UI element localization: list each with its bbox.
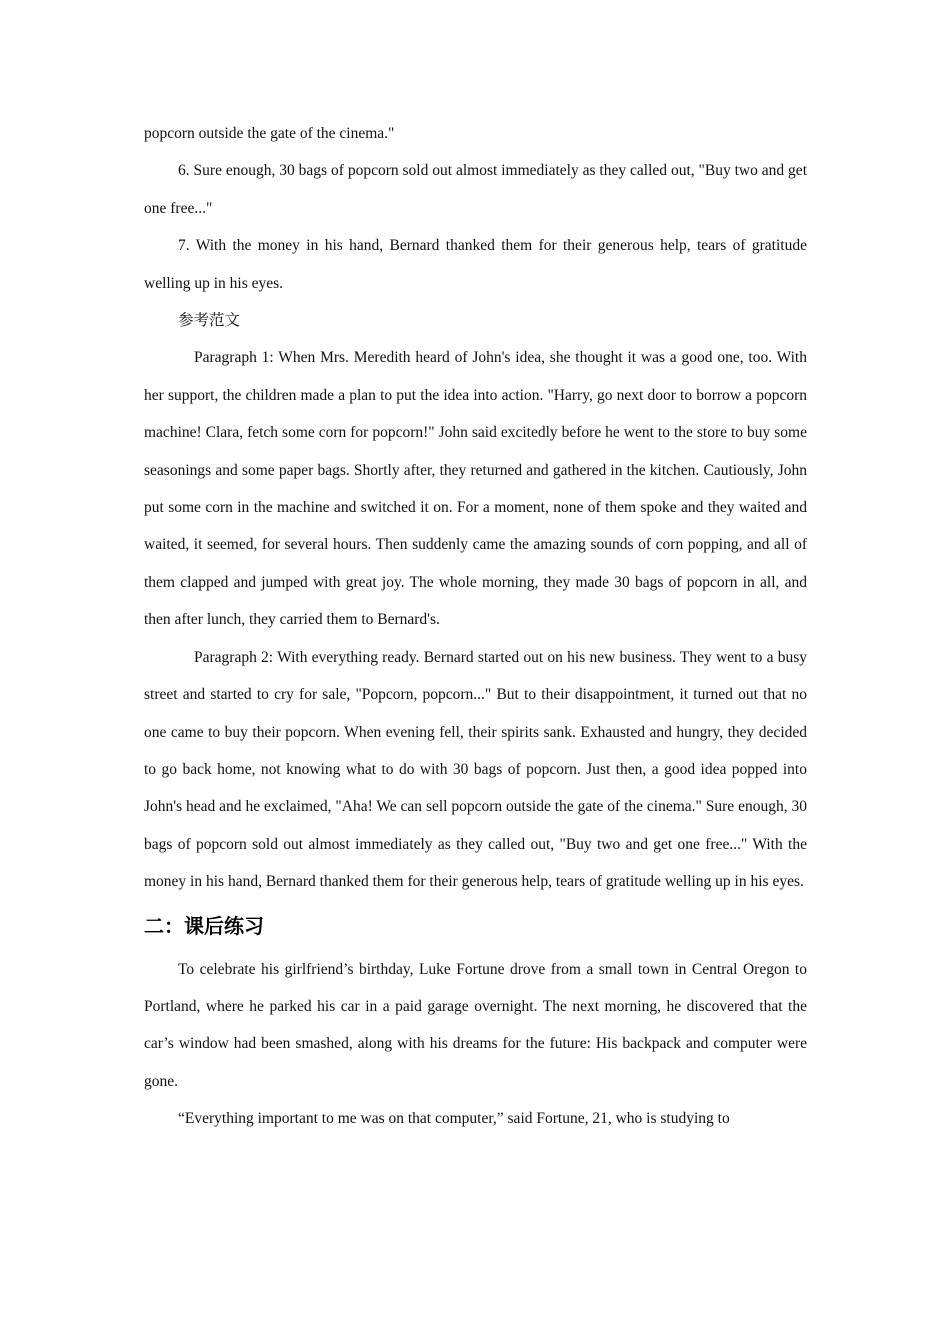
list-item-7: 7. With the money in his hand, Bernard thanked them for their generous help, tears of gratitude welling up in his eyes. (144, 237, 807, 292)
reference-label: 参考范文 (178, 312, 241, 330)
continuation-text: popcorn outside the gate of the cinema." (144, 125, 395, 142)
sample-paragraph-1: Paragraph 1: When Mrs. Meredith heard of John's idea, she thought it was a good one, too. With her support, the children made a plan to put the idea into action. "Harry, go next door to borrow a popcorn machine! Clara, fetch some corn for popcorn!" John said excitedly before he went to the store to buy some seasonings and some paper bags. Shortly after, they returned and gathered in the kitchen. Cautiously, John put some corn in the machine and switched it on. For a moment, none of them spoke and they waited and waited, it seemed, for several hours. Then suddenly came the amazing sounds of corn popping, and all of them clapped and jumped with great joy. The whole morning, they made 30 bags of popcorn in all, and then after lunch, they carried them to Bernard's. (144, 349, 807, 629)
document-page (144, 115, 807, 1138)
list-item-6: 6. Sure enough, 30 bags of popcorn sold out almost immediately as they called out, "Buy two and get one free..." (144, 162, 807, 217)
exercise-paragraph-1: To celebrate his girlfriend’s birthday, Luke Fortune drove from a small town in Central Oregon to Portland, where he parked his car in a paid garage overnight. The next morning, he discovered that the car’s window had been smashed, along with his dreams for the future: His backpack and computer were gone. (144, 960, 807, 1090)
exercise-paragraph-2: “Everything important to me was on that computer,” said Fortune, 21, who is studying to (178, 1110, 730, 1128)
sample-paragraph-2: Paragraph 2: With everything ready. Bernard started out on his new business. They went to a busy street and started to cry for sale, "Popcorn, popcorn..." But to their disappointment, it turned out that no one came to buy their popcorn. When evening fell, their spirits sank. Exhausted and hungry, they decided to go back home, not knowing what to do with 30 bags of popcorn. Just then, a good idea popped into John's head and he exclaimed, "Aha! We can sell popcorn outside the gate of the cinema." Sure enough, 30 bags of popcorn sold out almost immediately as they called out, "Buy two and get one free..." With the money in his hand, Bernard thanked them for their generous help, tears of gratitude welling up in his eyes. (144, 648, 807, 891)
section-heading: 二：课后练习 (144, 913, 264, 938)
